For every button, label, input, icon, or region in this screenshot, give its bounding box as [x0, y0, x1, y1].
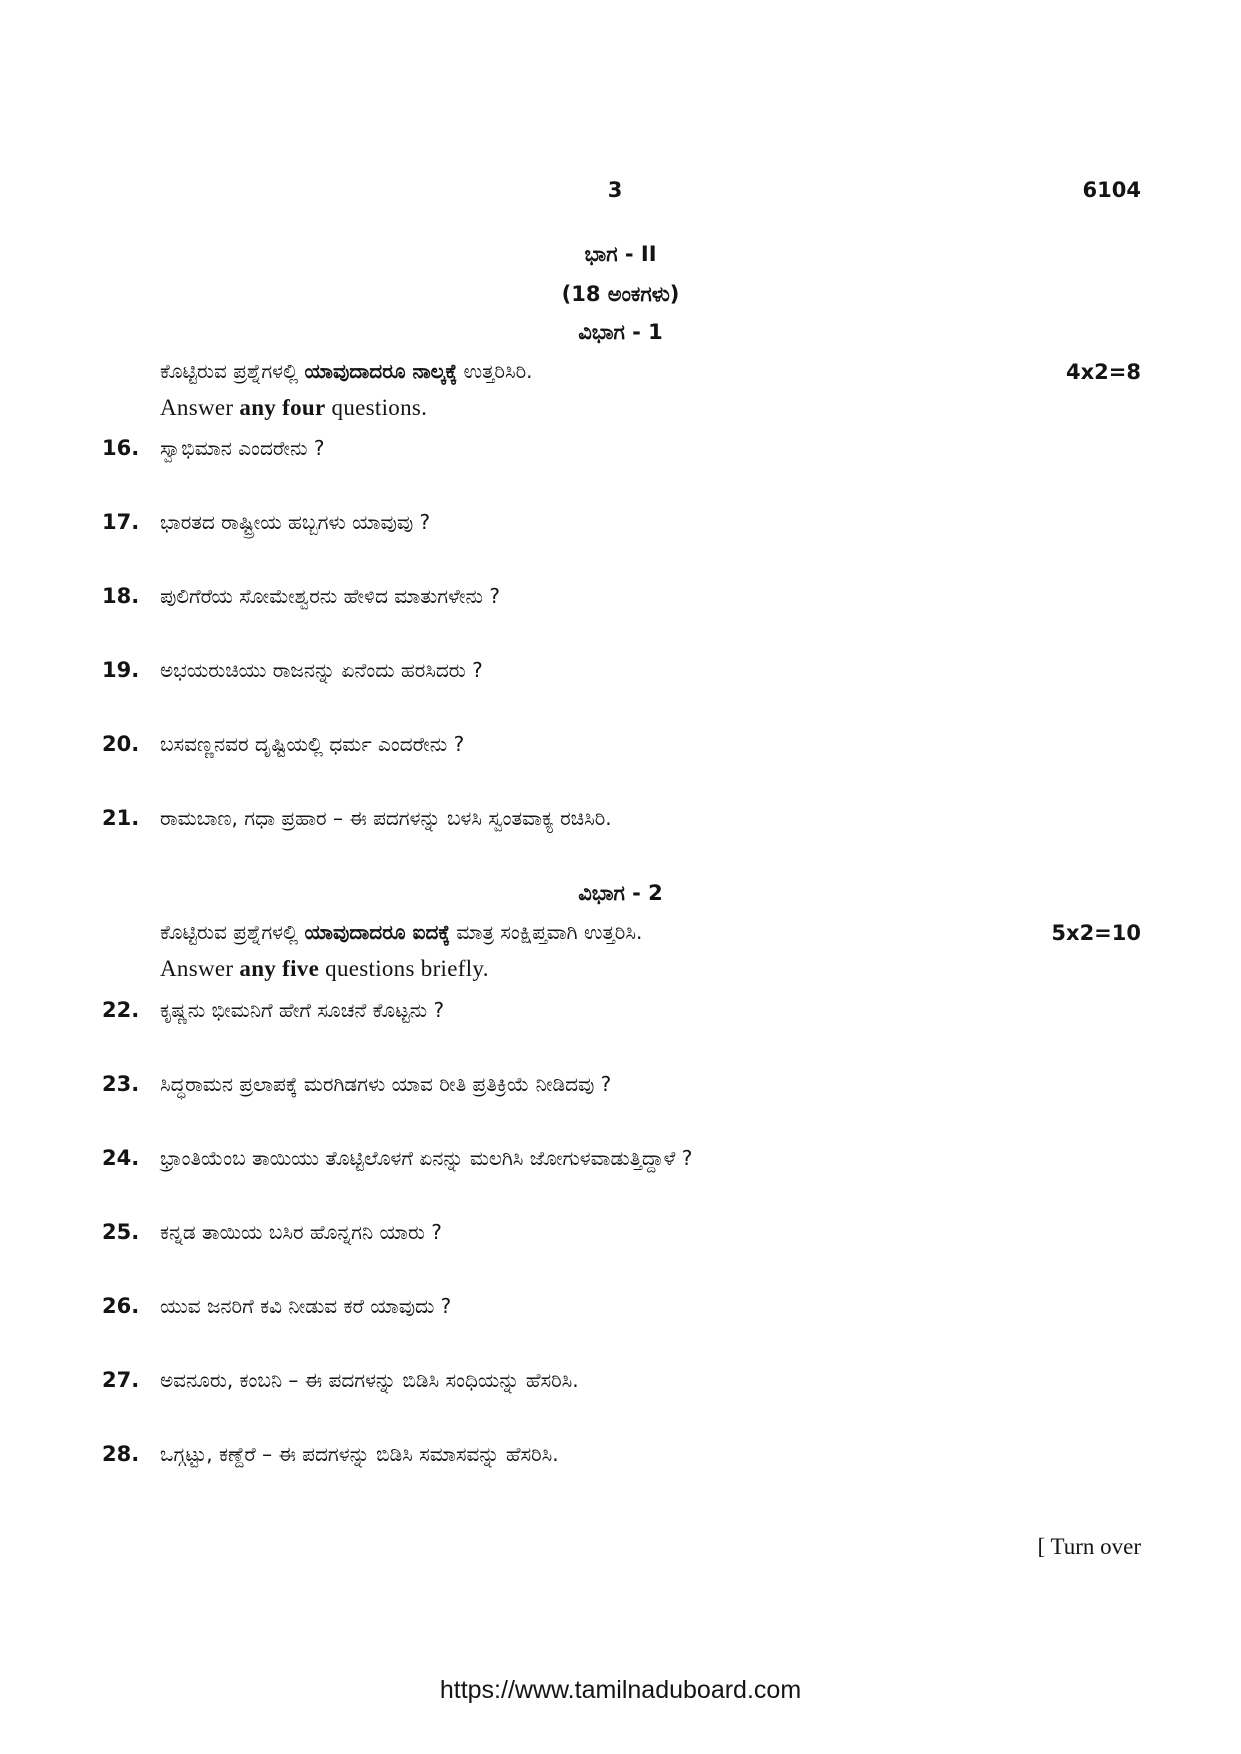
section-1-instruction-english	[160, 395, 427, 421]
footer-url[interactable]: https://www.tamilnaduboard.com	[439, 1676, 802, 1704]
instruction-text: Answer	[160, 956, 240, 981]
instruction-text: ಉತ್ತರಿಸಿರಿ.	[457, 359, 533, 383]
question-number: 21.	[102, 806, 140, 830]
section-1-instruction-kannada	[160, 359, 533, 383]
question-number: 17.	[102, 510, 140, 534]
question-text: ಸಿದ್ಧರಾಮನ ಪ್ರಲಾಪಕ್ಕೆ ಮರಗಿಡಗಳು ಯಾವ ರೀತಿ ಪ್ರತಿಕ್ರಿಯೆ ನೀಡಿದವು ?	[160, 1072, 612, 1096]
question-17	[102, 506, 430, 538]
page-number: 3	[607, 178, 623, 202]
question-text: ಯುವ ಜನರಿಗೆ ಕವಿ ನೀಡುವ ಕರೆ ಯಾವುದು ?	[160, 1294, 452, 1318]
section-2-instruction-kannada	[160, 920, 642, 944]
question-24	[102, 1142, 692, 1174]
section-2-marks: 5x2=10	[1051, 921, 1141, 945]
section-2-instruction-english	[160, 956, 489, 982]
question-text: ಕೃಷ್ಣನು ಭೀಮನಿಗೆ ಹೇಗೆ ಸೂಚನೆ ಕೊಟ್ಟನು ?	[160, 998, 445, 1022]
instruction-text: questions.	[325, 395, 428, 420]
question-text: ಭಾರತದ ರಾಷ್ಟ್ರೀಯ ಹಬ್ಬಗಳು ಯಾವುವು ?	[160, 510, 431, 534]
question-text: ಒಗ್ಗಟ್ಟು, ಕಣ್ದೆರೆ – ಈ ಪದಗಳನ್ನು ಬಿಡಿಸಿ ಸಮಾಸವನ್ನು ಹೆಸರಿಸಿ.	[160, 1442, 559, 1466]
instruction-text: questions briefly.	[319, 956, 489, 981]
instruction-emphasis: any four	[239, 395, 326, 420]
question-text: ಅಭಯರುಚಿಯು ರಾಜನನ್ನು ಏನೆಂದು ಹರಸಿದರು ?	[160, 658, 483, 682]
instruction-emphasis: ಯಾವುದಾದರೂ ನಾಲ್ಕಕ್ಕೆ	[304, 359, 458, 383]
question-27	[102, 1364, 579, 1396]
turn-over-note: [ Turn over	[1037, 1534, 1141, 1559]
question-20	[102, 728, 464, 760]
question-28	[102, 1438, 559, 1470]
question-21	[102, 802, 612, 834]
question-text: ಅವನೂರು, ಕಂಬನಿ – ಈ ಪದಗಳನ್ನು ಬಿಡಿಸಿ ಸಂಧಿಯನ್ನು ಹೆಸರಿಸಿ.	[160, 1368, 579, 1392]
question-23	[102, 1068, 611, 1100]
part-marks: (18 ಅಂಕಗಳು)	[561, 282, 680, 306]
question-16	[102, 432, 324, 464]
instruction-emphasis: ಯಾವುದಾದರೂ ಐದಕ್ಕೆ	[304, 920, 451, 944]
question-19	[102, 654, 483, 686]
part-title: ಭಾಗ - II	[584, 242, 657, 266]
section-2-title: ವಿಭಾಗ - 2	[578, 881, 663, 905]
question-text: ಪುಲಿಗೆರೆಯ ಸೋಮೇಶ್ವರನು ಹೇಳಿದ ಮಾತುಗಳೇನು ?	[160, 584, 500, 608]
section-1-title: ವಿಭಾಗ - 1	[578, 320, 663, 344]
question-number: 25.	[102, 1220, 140, 1244]
question-text: ರಾಮಬಾಣ, ಗಧಾ ಪ್ರಹಾರ – ಈ ಪದಗಳನ್ನು ಬಳಸಿ ಸ್ವಂತವಾಕ್ಯ ರಚಿಸಿರಿ.	[160, 806, 612, 830]
section-1-marks: 4x2=8	[1066, 360, 1141, 384]
question-number: 18.	[102, 584, 140, 608]
question-22	[102, 994, 444, 1026]
question-26	[102, 1290, 451, 1322]
question-text: ಭ್ರಾಂತಿಯೆಂಬ ತಾಯಿಯು ತೊಟ್ಟಿಲೊಳಗೆ ಏನನ್ನು ಮಲಗಿಸಿ ಜೋಗುಳವಾಡುತ್ತಿದ್ದಾಳೆ ?	[160, 1146, 693, 1170]
question-18	[102, 580, 500, 612]
question-number: 27.	[102, 1368, 140, 1392]
question-text: ಸ್ವಾಭಿಮಾನ ಎಂದರೇನು ?	[160, 436, 325, 460]
question-number: 23.	[102, 1072, 140, 1096]
instruction-text: ಮಾತ್ರ ಸಂಕ್ಷಿಪ್ತವಾಗಿ ಉತ್ತರಿಸಿ.	[450, 920, 643, 944]
question-text: ಕನ್ನಡ ತಾಯಿಯ ಬಸಿರ ಹೊನ್ನಗನಿ ಯಾರು ?	[160, 1220, 442, 1244]
question-number: 20.	[102, 732, 140, 756]
instruction-emphasis: any five	[239, 956, 320, 981]
paper-code: 6104	[1082, 178, 1141, 202]
question-text: ಬಸವಣ್ಣನವರ ದೃಷ್ಟಿಯಲ್ಲಿ ಧರ್ಮ ಎಂದರೇನು ?	[160, 732, 465, 756]
question-number: 16.	[102, 436, 140, 460]
instruction-text: ಕೊಟ್ಟಿರುವ ಪ್ರಶ್ನೆಗಳಲ್ಲಿ	[160, 920, 305, 944]
question-number: 22.	[102, 998, 140, 1022]
question-number: 24.	[102, 1146, 140, 1170]
instruction-text: Answer	[160, 395, 240, 420]
question-number: 19.	[102, 658, 140, 682]
question-number: 28.	[102, 1442, 140, 1466]
instruction-text: ಕೊಟ್ಟಿರುವ ಪ್ರಶ್ನೆಗಳಲ್ಲಿ	[160, 359, 305, 383]
question-number: 26.	[102, 1294, 140, 1318]
question-25	[102, 1216, 442, 1248]
